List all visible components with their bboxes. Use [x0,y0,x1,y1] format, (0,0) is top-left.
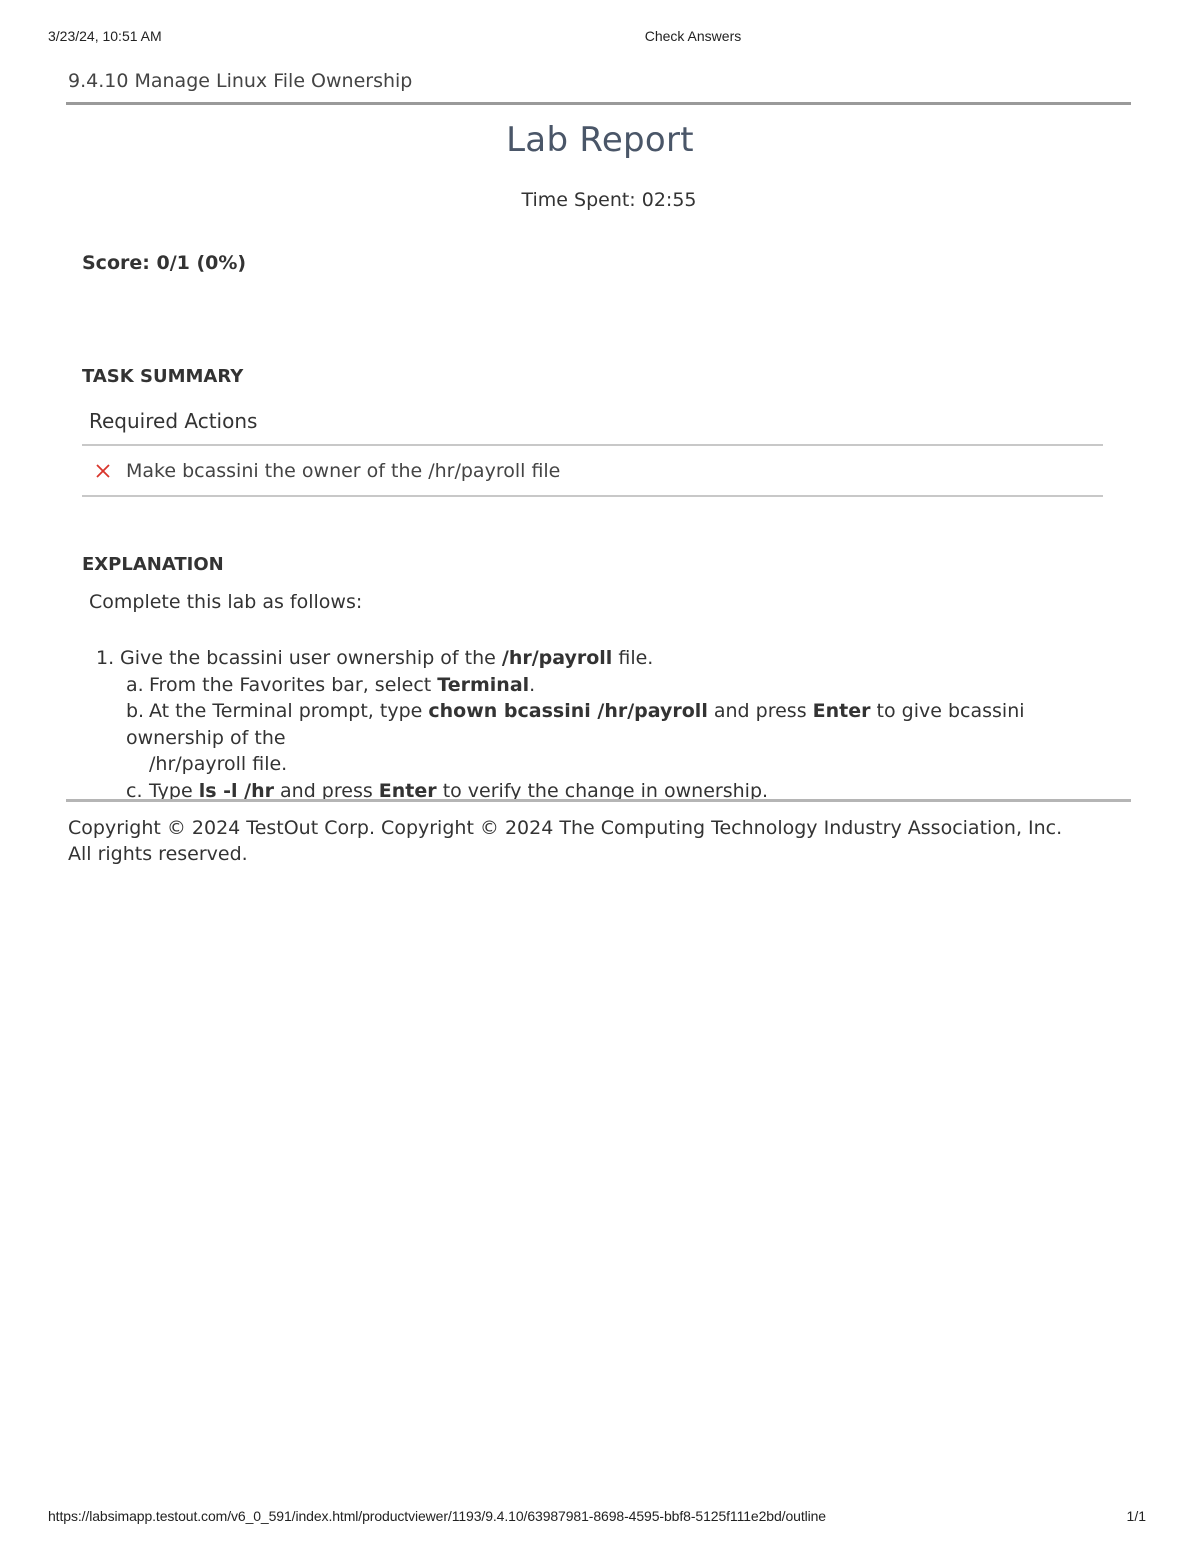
explanation-intro: Complete this lab as follows: [89,591,363,613]
step-1b [96,698,1116,751]
print-datetime: 3/23/24, 10:51 AM [48,28,162,44]
explanation-steps [96,645,1116,804]
step-text: to verify the change in ownership. [436,779,769,802]
step-text: and press [273,779,379,802]
step-text: Type [149,779,199,802]
action-text: Make bcassini the owner of the /hr/payroll file [126,459,561,482]
explanation-label: EXPLANATION [82,554,224,575]
score: Score: 0/1 (0%) [82,252,247,274]
copyright: Copyright © 2024 TestOut Corp. Copyright © 2024 The Computing Technology Industry Association, Inc. All rights reserved. [68,817,1063,865]
step-bold: /hr/payroll [501,647,613,669]
task-summary-label: TASK SUMMARY [82,366,244,387]
x-icon [94,462,112,480]
step-number: 1. [96,647,115,669]
footer-divider [66,799,1131,802]
step-text: Give the bcassini user ownership of the [120,647,502,669]
step-bold: ls -l /hr [198,779,274,802]
required-actions-heading: Required Actions [82,404,1103,446]
step-letter: b. [126,700,145,722]
required-actions-table [82,404,1103,497]
report-heading: Lab Report [506,120,694,160]
step-letter: a. [126,673,144,696]
print-page-number: 1/1 [1126,1508,1146,1524]
print-page-title: Check Answers [644,28,742,44]
print-url: https://labsimapp.testout.com/v6_0_591/index.html/productviewer/1193/9.4.10/63987981-8698-4595-bbf8-5125f111e2bd/outline [48,1508,826,1524]
print-footer [0,1508,1200,1528]
step-1 [96,645,1116,672]
step-1b-continued: /hr/payroll file. [149,753,288,775]
step-bold: Enter [812,700,871,722]
step-text: file. [612,647,654,669]
step-bold: Terminal [437,673,530,696]
step-text: and press [707,700,813,722]
print-header [0,28,1200,48]
time-spent: Time Spent: 02:55 [521,189,697,211]
step-letter: c. [126,779,143,802]
lab-title: 9.4.10 Manage Linux File Ownership [68,70,413,92]
step-text: From the Favorites bar, select [149,673,438,696]
step-text: At the Terminal prompt, type [149,700,429,722]
header-divider [66,102,1131,105]
step-bold: Enter [378,779,437,802]
step-text: to give bcassini ownership of the [126,700,1025,749]
action-row [82,446,1103,497]
step-1a [96,672,1116,699]
step-bold: chown bcassini /hr/payroll [428,700,708,722]
step-text: . [529,673,536,696]
